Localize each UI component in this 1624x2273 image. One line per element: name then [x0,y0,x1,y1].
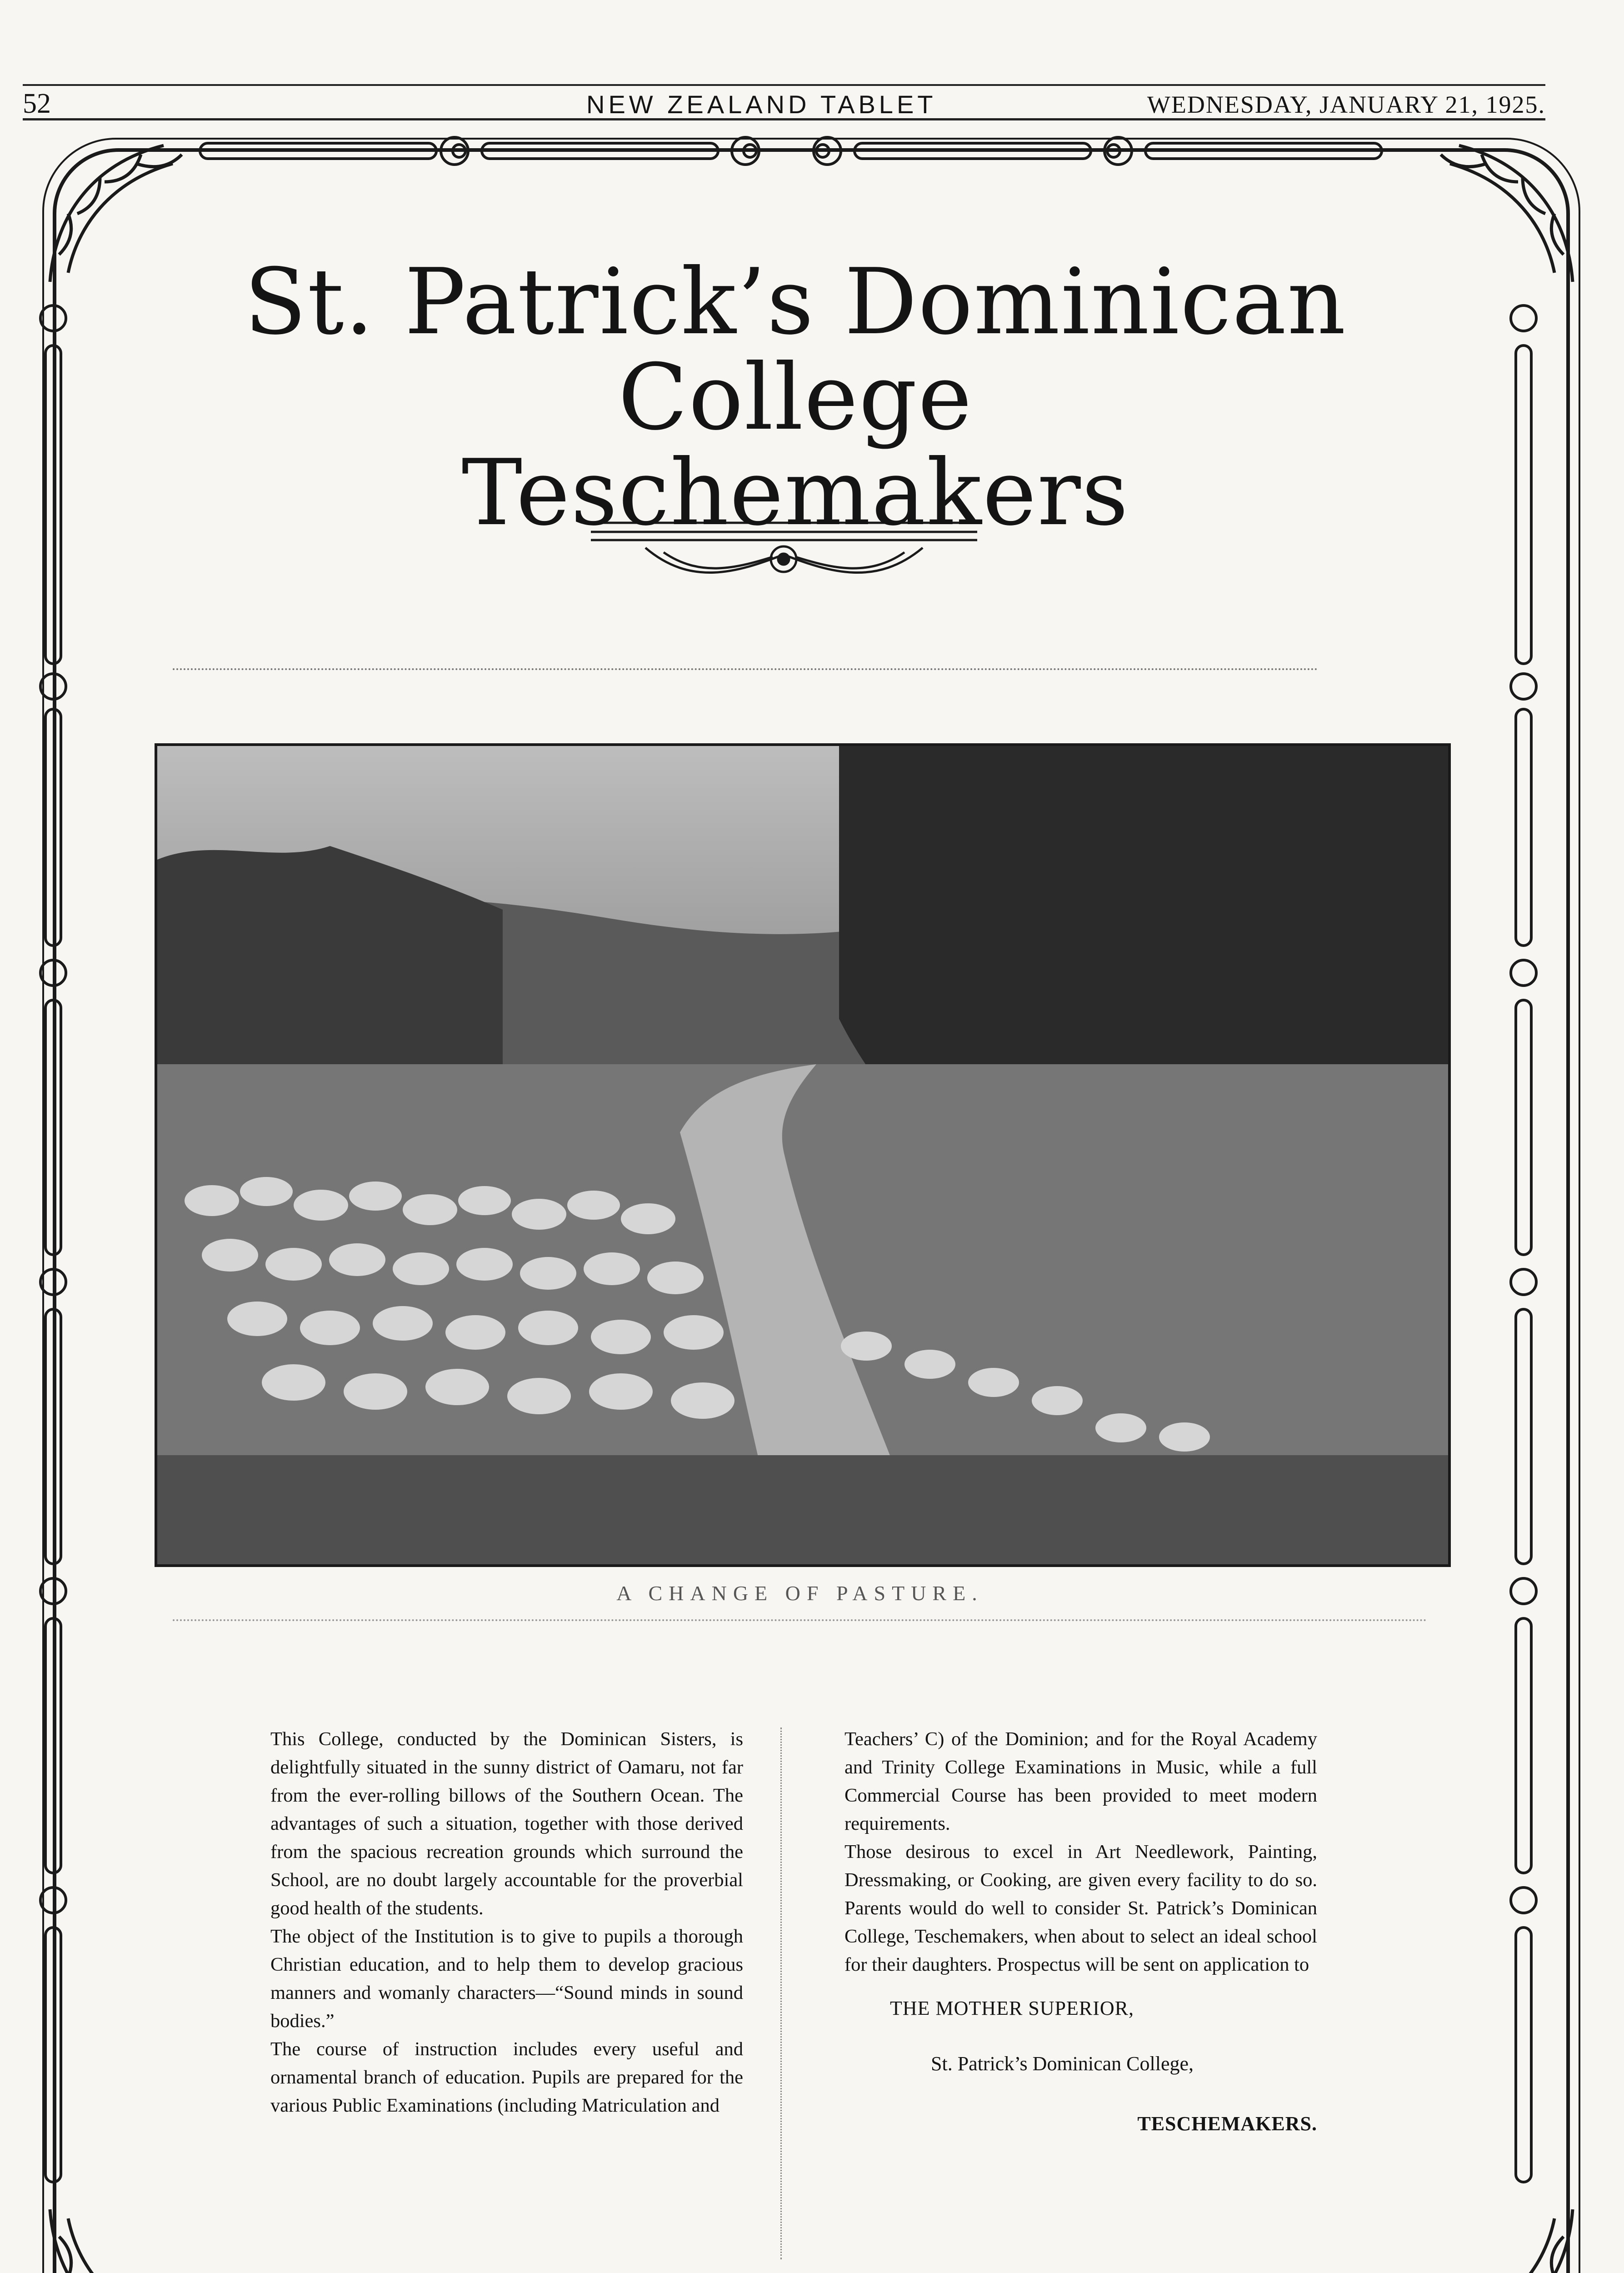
newspaper-name: NEW ZEALAND TABLET [586,90,937,119]
article-paragraph: Those desirous to excel in Art Needlework, Painting, Dressmaking, or Cooking, are given every facility to do so. Parents would do well to consider St. Patrick’s Dominican College, Teschemakers, when about to select an ideal school for their daughters. Prospectus will be sent on application to [844,1841,1317,1975]
advert-heading [136,249,1454,546]
article-paragraph: The course of instruction includes every useful and ornamental branch of education. Pupils are prepared for the various Public Examinations (including Matriculation and [270,2038,743,2116]
article-column-right [844,1725,1317,2138]
signature-college: St. Patrick’s Dominican College, [931,2053,1194,2075]
article-paragraph: This College, conducted by the Dominican Sisters, is delightfully situated in the sunny district of Oamaru, not far from the ever-rolling billows of the Southern Ocean. The advantages of such a situation, together with those derived from the spacious recreation grounds which surround the School, are no doubt largely accountable for the proverbial good health of the students. [270,1728,743,1919]
article-paragraph: The object of the Institution is to give to pupils a thorough Christian education, and to help them to develop gracious manners and womanly characters—“Sound minds in sound bodies.” [270,1926,743,2032]
issue-date: WEDNESDAY, JANUARY 21, 1925. [1147,91,1545,118]
photo-foreground-grass [157,1455,1448,1564]
college-location: Teschemakers [461,440,1129,546]
page-number: 52 [23,88,51,119]
corner-ornament-bottom-left [50,2209,173,2273]
corner-ornament-top-right [1441,145,1573,282]
caption-dotted-rule [173,1619,1427,1621]
column-divider [780,1727,782,2259]
photo-caption: A CHANGE OF PASTURE. [616,1582,984,1605]
pasture-photograph [155,743,1451,1567]
signature-addressee: THE MOTHER SUPERIOR, [890,1997,1134,2019]
article-paragraph: Teachers’ C) of the Dominion; and for the Royal Academy and Trinity College Examinations in Music, while a full Commercial Course has been provided to meet modern requirements. [844,1728,1317,1834]
college-name: St. Patrick’s Dominican College [244,249,1347,451]
dotted-divider [173,668,1318,670]
article-column-left [270,1725,743,2120]
signature-place: TESCHEMAKERS. [1137,2113,1317,2135]
corner-ornament-bottom-right [1450,2209,1573,2273]
right-scroll-band [1511,305,1536,2182]
